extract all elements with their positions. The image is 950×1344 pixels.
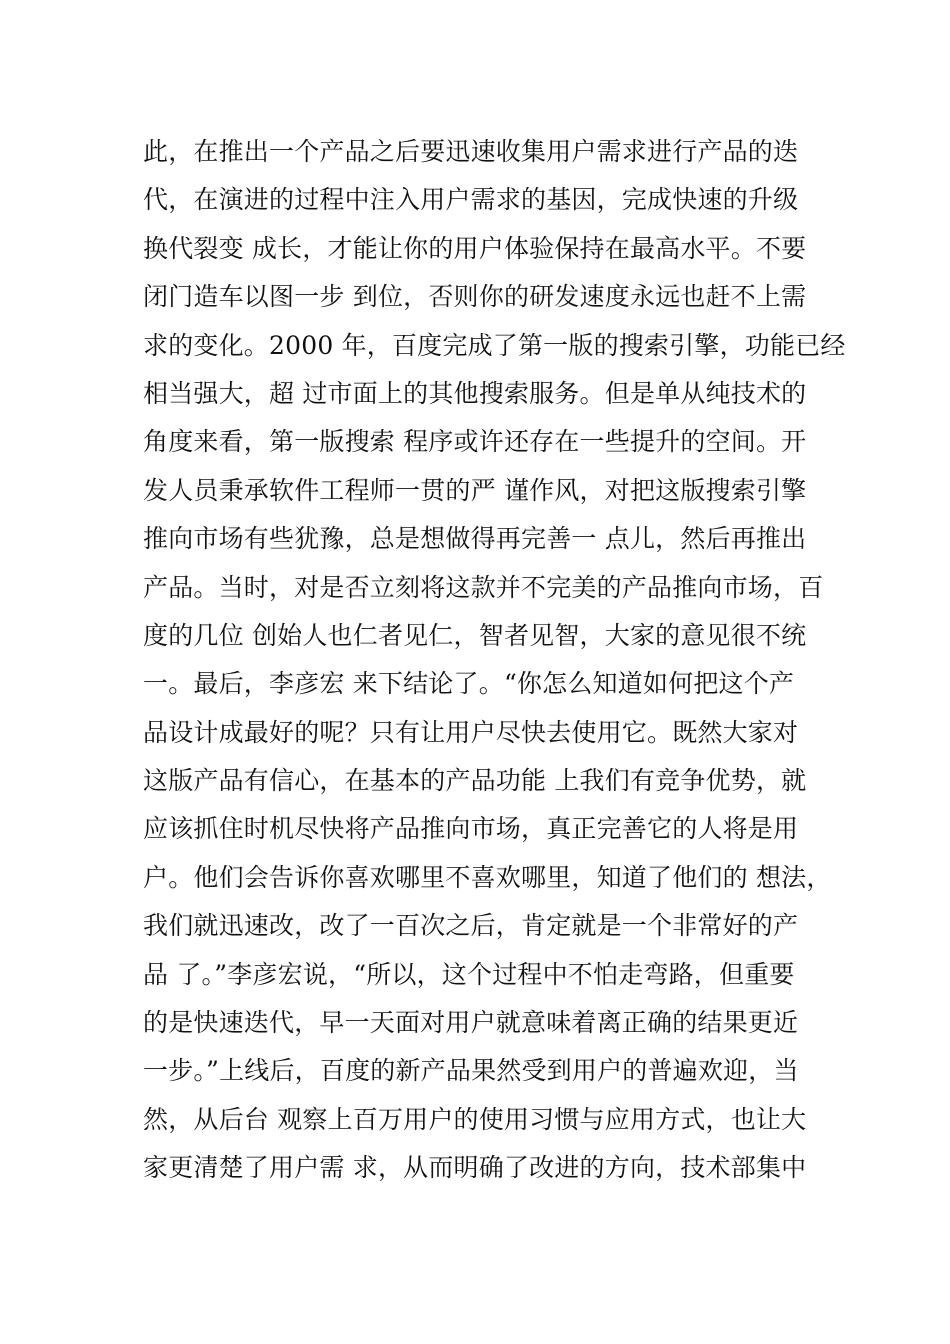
text-line: 家更清楚了用户需 求，从而明确了改进的方向，技术部集中 <box>143 1153 807 1183</box>
text-line: 发人员秉承软件工程师一贯的严 谨作风，对把这版搜索引擎 <box>143 475 807 505</box>
text-line: 产品。当时，对是否立刻将这款并不完美的产品推向市场，百 <box>143 572 824 602</box>
text-line: 我们就迅速改，改了一百次之后，肯定就是一个非常好的产 <box>143 911 799 941</box>
text-line: 应该抓住时机尽快将产品推向市场，真正完善它的人将是用 <box>143 814 799 844</box>
text-line: 的是快速迭代，早一天面对用户就意味着离正确的结果更近 <box>143 1008 799 1038</box>
text-line: 度的几位 创始人也仁者见仁，智者见智，大家的意见很不统 <box>143 620 807 650</box>
text-line: 推向市场有些犹豫，总是想做得再完善一 点儿，然后再推出 <box>143 524 807 554</box>
text-line: 品设计成最好的呢？只有让用户尽快去使用它。既然大家对 <box>143 717 799 747</box>
text-line: 一步。”上线后，百度的新产品果然受到用户的普遍欢迎，当 <box>143 1056 799 1086</box>
text-line: 这版产品有信心，在基本的产品功能 上我们有竞争优势，就 <box>143 766 807 796</box>
text-line: 一。最后，李彦宏 来下结论了。“你怎么知道如何把这个产 <box>143 669 795 699</box>
text-line: 换代裂变 成长，才能让你的用户体验保持在最高水平。不要 <box>143 233 807 263</box>
text-line: 相当强大，超 过市面上的其他搜索服务。但是单从纯技术的 <box>143 378 807 408</box>
text-line: 闭门造车以图一步 到位，否则你的研发速度永远也赶不上需 <box>143 282 807 312</box>
text-line: 角度来看，第一版搜索 程序或许还存在一些提升的空间。开 <box>143 427 807 457</box>
text-line: 此，在推出一个产品之后要迅速收集用户需求进行产品的迭 <box>143 137 799 166</box>
text-line: 求的变化。2000 年，百度完成了第一版的搜索引擎，功能已经 <box>143 330 846 360</box>
text-line: 然，从后台 观察上百万用户的使用习惯与应用方式，也让大 <box>143 1104 807 1134</box>
text-line: 代，在演进的过程中注入用户需求的基因，完成快速的升级 <box>143 185 799 215</box>
text-line: 品 了。”李彦宏说，“所以，这个过程中不怕走弯路，但重要 <box>143 959 795 989</box>
text-line: 户。他们会告诉你喜欢哪里不喜欢哪里，知道了他们的 想法， <box>143 862 832 892</box>
body-text <box>143 128 846 1193</box>
